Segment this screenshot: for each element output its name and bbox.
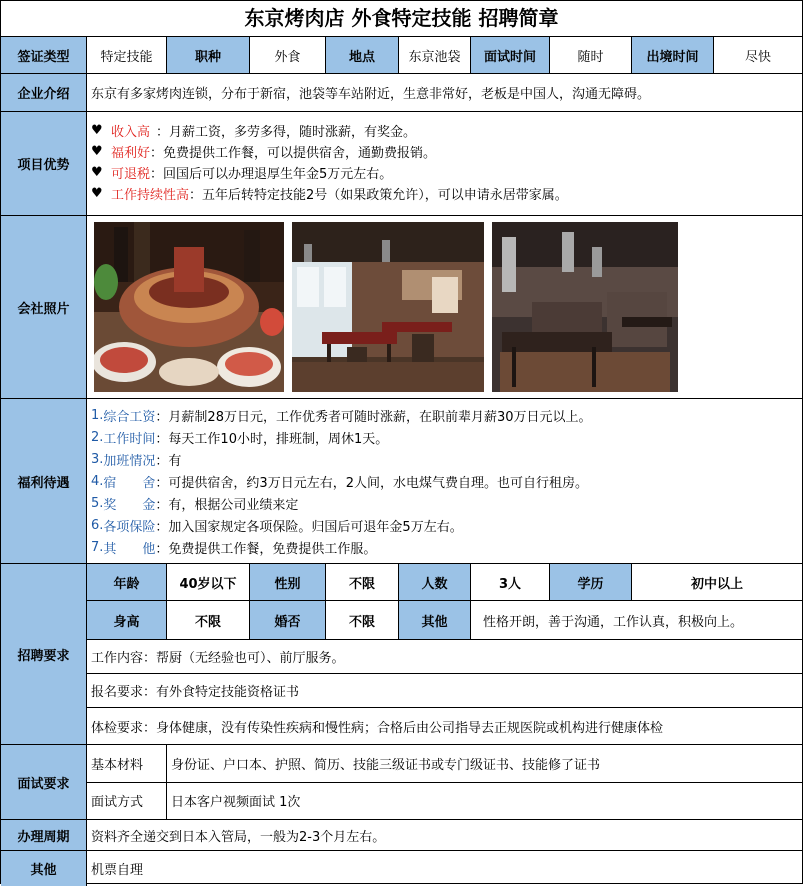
interview-label: 面试要求	[1, 745, 87, 819]
interview-materials-row	[87, 745, 802, 783]
welfare-num: 1.	[91, 407, 104, 423]
photo-strip	[87, 216, 802, 398]
height-label: 身高	[87, 601, 167, 639]
company-intro-row	[1, 74, 802, 112]
requirements-attr-row	[87, 601, 802, 640]
processing-period-row	[1, 820, 802, 851]
height-value: 不限	[167, 601, 250, 639]
interview-method-row	[87, 783, 802, 820]
welfare-item	[91, 448, 802, 470]
welfare-key: 各项保险	[103, 519, 156, 535]
advantage-text: ：回国后可以办理退厚生年金5万元左右。	[150, 167, 393, 182]
requirements-attr-row	[87, 564, 802, 601]
application-requirement: 报名要求：有外食特定技能资格证书	[87, 674, 802, 708]
headcount-label: 人数	[399, 564, 471, 600]
education-value: 初中以上	[690, 576, 743, 592]
heart-icon: ♥	[91, 165, 103, 180]
advantages-list	[87, 112, 802, 215]
welfare-text: ：月薪制28万日元，工作优秀者可随时涨薪，在职前辈月薪30万日元以上。	[155, 409, 592, 425]
welfare-item	[91, 404, 802, 426]
welfare-text: ：每天工作10小时，排班制，周休1天。	[155, 431, 389, 447]
welfare-item	[91, 426, 802, 448]
processing-period-label: 办理周期	[1, 820, 87, 850]
welfare-label: 福利待遇	[1, 399, 87, 563]
age-value: 40岁以下	[167, 564, 250, 600]
requirements-label: 招聘要求	[1, 564, 87, 744]
welfare-num: 4.	[91, 473, 104, 489]
interview-grid	[87, 745, 802, 819]
processing-period-text: 资料齐全递交到日本入管局，一般为2-3个月左右。	[91, 829, 386, 845]
headcount-value: 3人	[471, 564, 550, 600]
welfare-text: ：有	[155, 453, 182, 469]
welfare-row	[1, 399, 802, 564]
other-req-label: 其他	[399, 601, 471, 639]
welfare-item	[91, 536, 802, 558]
welfare-key: 工作时间	[103, 431, 156, 447]
welfare-text: ：可提供宿舍，约3万日元左右，2人间，水电煤气费自理。也可自行租房。	[155, 475, 588, 491]
advantage-key: 可退税	[111, 167, 151, 182]
welfare-text: ：有，根据公司业绩来定	[155, 497, 299, 513]
welfare-key: 综合工资	[103, 409, 156, 425]
welfare-key: 加班情况	[103, 453, 156, 469]
company-intro-text: 东京有多家烤肉连锁，分布于新宿，池袋等车站附近，生意非常好，老板是中国人，沟通无障碍。	[91, 87, 651, 102]
yakiniku-food-photo	[94, 222, 284, 392]
welfare-key: 其 他	[103, 541, 156, 557]
departure-time-value: 尽快	[744, 49, 771, 65]
welfare-key: 宿 舍	[103, 475, 156, 491]
heart-icon: ♥	[91, 186, 103, 201]
gender-label: 性别	[250, 564, 326, 600]
welfare-item	[91, 470, 802, 492]
requirements-grid	[87, 564, 802, 744]
advantage-item	[91, 120, 802, 141]
advantage-text: ：五年后转特定技能2号（如果政策允许），可以申请永居带家属。	[189, 188, 568, 203]
advantages-row	[1, 112, 802, 216]
advantage-item	[91, 162, 802, 183]
departure-time-label: 出境时间	[632, 37, 714, 73]
advantage-item	[91, 183, 802, 204]
advantage-key: 工作持续性高	[111, 188, 190, 203]
materials-value: 身份证、户口本、护照、简历、技能三级证书或专门级证书、技能修了证书	[171, 757, 601, 773]
visa-row	[1, 37, 802, 74]
other-req-value: 性格开朗，善于沟通，工作认真，积极向上。	[483, 614, 744, 630]
interview-time-label: 面试时间	[471, 37, 550, 73]
company-photos-label: 会社照片	[1, 216, 87, 398]
page-title: 东京烤肉店 外食特定技能 招聘简章	[1, 1, 802, 37]
company-photos-row	[1, 216, 802, 399]
education-label: 学历	[550, 564, 632, 600]
company-intro-label: 企业介绍	[1, 74, 87, 111]
gender-value: 不限	[326, 564, 399, 600]
welfare-num: 3.	[91, 451, 104, 467]
advantage-text: ：月薪工资，多劳多得，随时涨薪，有奖金。	[156, 125, 417, 140]
advantages-label: 项目优势	[1, 112, 87, 215]
work-content: 工作内容：帮厨（无经验也可）、前厅服务。	[87, 640, 802, 674]
restaurant-seating-photo	[492, 222, 678, 392]
method-value: 日本客户视频面试 1次	[171, 795, 301, 811]
welfare-num: 6.	[91, 517, 104, 533]
visa-type-label: 签证类型	[1, 37, 87, 73]
welfare-list	[87, 399, 802, 563]
other-text: 机票自理	[91, 863, 144, 878]
heart-icon: ♥	[91, 144, 103, 159]
health-requirement: 体检要求：身体健康，没有传染性疾病和慢性病；合格后由公司指导去正规医院或机构进行健康体检	[91, 720, 664, 736]
advantage-key: 收入高	[111, 125, 151, 140]
welfare-num: 2.	[91, 429, 104, 445]
age-label: 年龄	[87, 564, 167, 600]
location-value: 东京池袋	[399, 37, 471, 73]
job-label: 职种	[167, 37, 250, 73]
heart-icon: ♥	[91, 123, 103, 138]
location-label: 地点	[326, 37, 399, 73]
other-label: 其他	[1, 851, 87, 886]
advantage-item	[91, 141, 802, 162]
welfare-num: 7.	[91, 539, 104, 555]
welfare-num: 5.	[91, 495, 104, 511]
method-label: 面试方式	[87, 783, 167, 820]
other-row	[1, 851, 802, 886]
welfare-key: 奖 金	[103, 497, 156, 513]
job-value: 外食	[250, 37, 326, 73]
welfare-text: ：加入国家规定各项保险。归国后可退年金5万左右。	[155, 519, 463, 535]
requirements-row	[1, 564, 802, 745]
marital-value: 不限	[326, 601, 399, 639]
restaurant-interior-photo	[292, 222, 484, 392]
advantage-text: ：免费提供工作餐，可以提供宿舍，通勤费报销。	[150, 146, 437, 161]
welfare-item	[91, 492, 802, 514]
advantage-key: 福利好	[111, 146, 151, 161]
interview-time-value: 随时	[550, 37, 632, 73]
marital-label: 婚否	[250, 601, 326, 639]
welfare-text: ：免费提供工作餐，免费提供工作服。	[155, 541, 377, 557]
interview-row	[1, 745, 802, 820]
materials-label: 基本材料	[87, 745, 167, 782]
welfare-item	[91, 514, 802, 536]
visa-type-value: 特定技能	[87, 37, 167, 73]
